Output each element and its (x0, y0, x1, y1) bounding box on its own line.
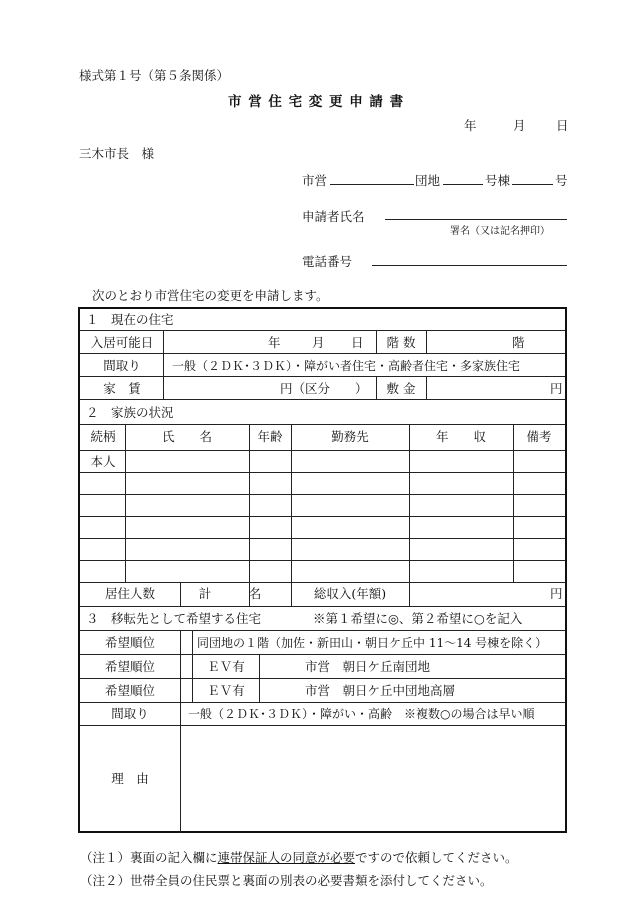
address-building-field[interactable] (443, 184, 483, 185)
phone-label: 電話番号 (302, 254, 353, 269)
preference-rank-label-3: 希望順位 (104, 683, 156, 698)
note-1-underlined: 連帯保証人の同意が必要 (217, 850, 356, 865)
date-year: 年 (464, 118, 477, 133)
signature-note: 署名（又は記名押印） (450, 226, 550, 237)
column-remarks: 備考 (526, 429, 552, 444)
address-danchi-label: 団地 (415, 173, 441, 188)
preference-option-3: 市営 朝日ケ丘中団地高層 (305, 683, 456, 698)
column-age: 年齢 (257, 429, 283, 444)
move-in-month: 月 (312, 335, 325, 350)
applicant-name-field[interactable] (385, 219, 567, 220)
column-name: 氏 名 (161, 429, 213, 444)
document-title: 市 営 住 宅 変 更 申 請 書 (228, 94, 405, 110)
applicant-name-label: 申請者氏名 (302, 209, 365, 224)
address-danchi-field[interactable] (330, 184, 414, 185)
preference-rank-label-1: 希望順位 (104, 635, 156, 650)
column-income: 年 収 (435, 429, 487, 444)
deposit-unit: 円 (550, 381, 563, 396)
note-1-prefix: （注１）裏面の記入欄に (80, 850, 218, 865)
column-employer: 勤務先 (331, 429, 369, 444)
reason-label: 理 由 (111, 771, 149, 786)
intro-text: 次のとおり市営住宅の変更を申請します。 (92, 288, 329, 303)
application-form-table (78, 307, 567, 833)
move-in-day: 日 (351, 335, 364, 350)
family-row-self: 本人 (90, 454, 116, 469)
section3-heading-note: ※第１希望に◎、第２希望に○を記入 (313, 611, 523, 626)
move-in-date-label: 入居可能日 (90, 335, 154, 350)
form-number: 様式第１号（第５条関係） (79, 68, 230, 83)
address-building-label: 号棟 (485, 173, 511, 188)
desired-layout-label: 間取り (111, 706, 149, 721)
date-day: 日 (556, 118, 569, 133)
rent-unit: 円（区分 ） (280, 381, 368, 396)
addressee: 三木市長 様 (79, 146, 155, 161)
layout-label: 間取り (103, 358, 141, 373)
address-room-field[interactable] (512, 184, 553, 185)
note-1-suffix: ですので依頼してください。 (355, 850, 518, 865)
desired-layout-options: 一般（２ＤＫ･３ＤＫ）・障がい・高齢 ※複数○の場合は早い順 (188, 707, 535, 721)
residents-label: 居住人数 (104, 586, 156, 601)
address-prefix: 市営 (302, 173, 328, 188)
preference-option-2: 市営 朝日ケ丘南団地 (305, 659, 431, 674)
preference-ev-2: ＥＶ有 (207, 659, 245, 674)
date-month: 月 (513, 118, 526, 133)
total-income-unit: 円 (550, 586, 563, 601)
preference-rank-label-2: 希望順位 (104, 659, 156, 674)
move-in-year: 年 (268, 335, 281, 350)
preference-ev-3: ＥＶ有 (207, 683, 245, 698)
rent-label: 家 賃 (103, 381, 141, 396)
address-room-label: 号 (555, 173, 568, 188)
note-1 (80, 848, 518, 866)
section2-heading: ２ 家族の状況 (86, 405, 174, 420)
total-persons-label: 計 名 (198, 586, 262, 601)
deposit-label: 敷 金 (386, 381, 416, 396)
note-2: （注２）世帯全員の住民票と裏面の別表の必要書類を添付してください。 (80, 873, 493, 888)
section1-heading: １ 現在の住宅 (86, 312, 174, 327)
section3-heading: ３ 移転先として希望する住宅 (86, 611, 262, 626)
floor-unit: 階 (512, 335, 525, 350)
total-income-label: 総収入(年額) (313, 586, 387, 601)
layout-options: 一般（２ＤＫ･３ＤＫ）・障がい者住宅・高齢者住宅・多家族住宅 (172, 359, 521, 373)
floors-label: 階 数 (386, 335, 416, 350)
column-relation: 続柄 (90, 429, 116, 444)
preference-option-1: 同団地の１階（加佐・新田山・朝日ケ丘中 11～14 号棟を除く） (197, 636, 548, 650)
phone-field[interactable] (372, 265, 567, 266)
reason-field[interactable] (182, 727, 564, 831)
